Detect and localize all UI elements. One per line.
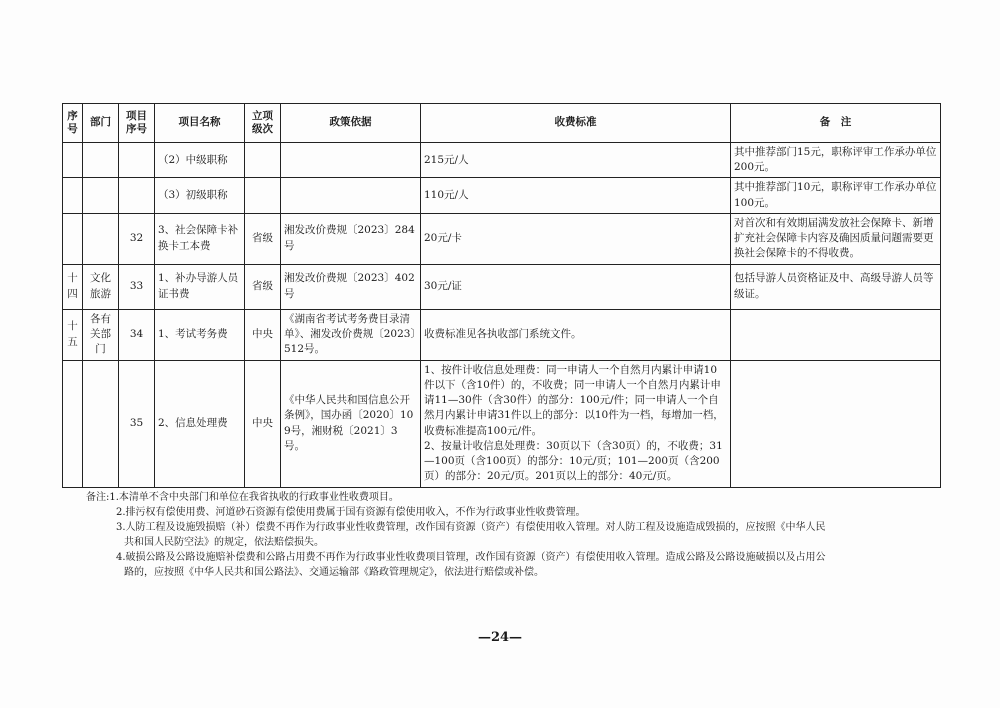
footnote-4: 4.破损公路及公路设施赔补偿费和公路占用费不再作为行政事业性收费项目管理，改作国有资源（资产）有偿使用收入管理。造成公路及公路设施破损以及占用公: [116, 552, 826, 563]
cell-item-no: 32: [119, 213, 155, 264]
cell-standard: 1、按件计收信息处理费：同一申请人一个自然月内累计申请10件以下（含10件）的，不收费；同一申请人一个自然月内累计申请11—30件（含30件）的部分：100元/件；同一申请人一个自然月内累计申请31件以上的部分：以10件为一档，每增加一档，收费标准提高100元/件。 2、按量计收信息处理费：30页以下（含30页）的，不收费；31—100页（含100页）的部分：10元/页；101—200页（含200页）的部分：20元/页。201页以上的部分：40元/页。: [421, 360, 731, 487]
table-row: [63, 309, 941, 360]
table-header-row: [63, 104, 941, 143]
header-name: 项目名称: [155, 104, 245, 143]
cell-dept: [83, 213, 119, 264]
cell-item-no: 33: [119, 264, 155, 309]
cell-standard: 215元/人: [421, 143, 731, 178]
cell-seq: [63, 178, 83, 213]
cell-dept: [83, 360, 119, 487]
footnotes: [86, 490, 956, 580]
header-standard: 收费标准: [421, 104, 731, 143]
cell-name: （2）中级职称: [155, 143, 245, 178]
cell-policy: [281, 178, 421, 213]
cell-name: 1、考试考务费: [155, 309, 245, 360]
header-dept: 部门: [83, 104, 119, 143]
cell-seq: 十五: [63, 309, 83, 360]
cell-seq: [63, 360, 83, 487]
table-row: [63, 264, 941, 309]
cell-remark: 对首次和有效期届满发放社会保障卡、新增扩充社会保障卡内容及确因质量问题需要更换社会保障卡的不得收费。: [731, 213, 941, 264]
cell-level: 省级: [245, 264, 281, 309]
cell-item-no: 35: [119, 360, 155, 487]
cell-item-no: [119, 178, 155, 213]
footnote-2: 2.排污权有偿使用费、河道砂石资源有偿使用费属于国有资源有偿使用收入，不作为行政事业性收费管理。: [116, 507, 586, 518]
cell-item-no: 34: [119, 309, 155, 360]
cell-level: [245, 178, 281, 213]
cell-remark: 其中推荐部门15元，职称评审工作承办单位200元。: [731, 143, 941, 178]
cell-level: 中央: [245, 309, 281, 360]
footnote-3: 3.人防工程及设施毁损赔（补）偿费不再作为行政事业性收费管理，改作国有资源（资产）有偿使用收入管理。对人防工程及设施造成毁损的，应按照《中华人民: [116, 522, 826, 533]
cell-policy: [281, 143, 421, 178]
footnote-1: 备注:1.本清单不含中央部门和单位在我省执收的行政事业性收费项目。: [86, 492, 399, 503]
cell-name: 3、社会保障卡补换卡工本费: [155, 213, 245, 264]
cell-seq: [63, 213, 83, 264]
cell-standard: 30元/证: [421, 264, 731, 309]
cell-level: 省级: [245, 213, 281, 264]
header-remark: 备 注: [731, 104, 941, 143]
cell-name: 1、补办导游人员证书费: [155, 264, 245, 309]
table-row: [63, 178, 941, 213]
cell-seq: [63, 143, 83, 178]
table-row: [63, 143, 941, 178]
cell-name: 2、信息处理费: [155, 360, 245, 487]
header-level: 立项级次: [245, 104, 281, 143]
cell-dept: 文化旅游: [83, 264, 119, 309]
cell-policy: 《湖南省考试考务费目录清单》、湘发改价费规〔2023〕512号。: [281, 309, 421, 360]
cell-dept: [83, 143, 119, 178]
cell-level: [245, 143, 281, 178]
cell-seq: 十四: [63, 264, 83, 309]
cell-remark: [731, 360, 941, 487]
cell-level: 中央: [245, 360, 281, 487]
cell-item-no: [119, 143, 155, 178]
table-row: [63, 213, 941, 264]
cell-dept: 各有关部门: [83, 309, 119, 360]
cell-policy: 湘发改价费规〔2023〕284号: [281, 213, 421, 264]
fee-table: [62, 103, 941, 488]
cell-name: （3）初级职称: [155, 178, 245, 213]
cell-standard: 收费标准见各执收部门系统文件。: [421, 309, 731, 360]
cell-remark: 包括导游人员资格证及中、高级导游人员等级证。: [731, 264, 941, 309]
page-number: —24—: [477, 630, 523, 645]
cell-dept: [83, 178, 119, 213]
header-seq: 序号: [63, 104, 83, 143]
table-row: [63, 360, 941, 487]
header-item-no: 项目序号: [119, 104, 155, 143]
cell-policy: 《中华人民共和国信息公开条例》，国办函〔2020〕109号，湘财税〔2021〕3号。: [281, 360, 421, 487]
cell-remark: [731, 309, 941, 360]
cell-remark: 其中推荐部门10元，职称评审工作承办单位100元。: [731, 178, 941, 213]
footnote-3-continued: 共和国人民防空法》的规定，依法赔偿损失。: [124, 537, 324, 548]
header-policy: 政策依据: [281, 104, 421, 143]
cell-standard: 110元/人: [421, 178, 731, 213]
cell-standard: 20元/卡: [421, 213, 731, 264]
cell-policy: 湘发改价费规〔2023〕402号: [281, 264, 421, 309]
footnote-4-continued: 路的，应按照《中华人民共和国公路法》、交通运输部《路政管理规定》，依法进行赔偿或补偿。: [124, 567, 544, 578]
